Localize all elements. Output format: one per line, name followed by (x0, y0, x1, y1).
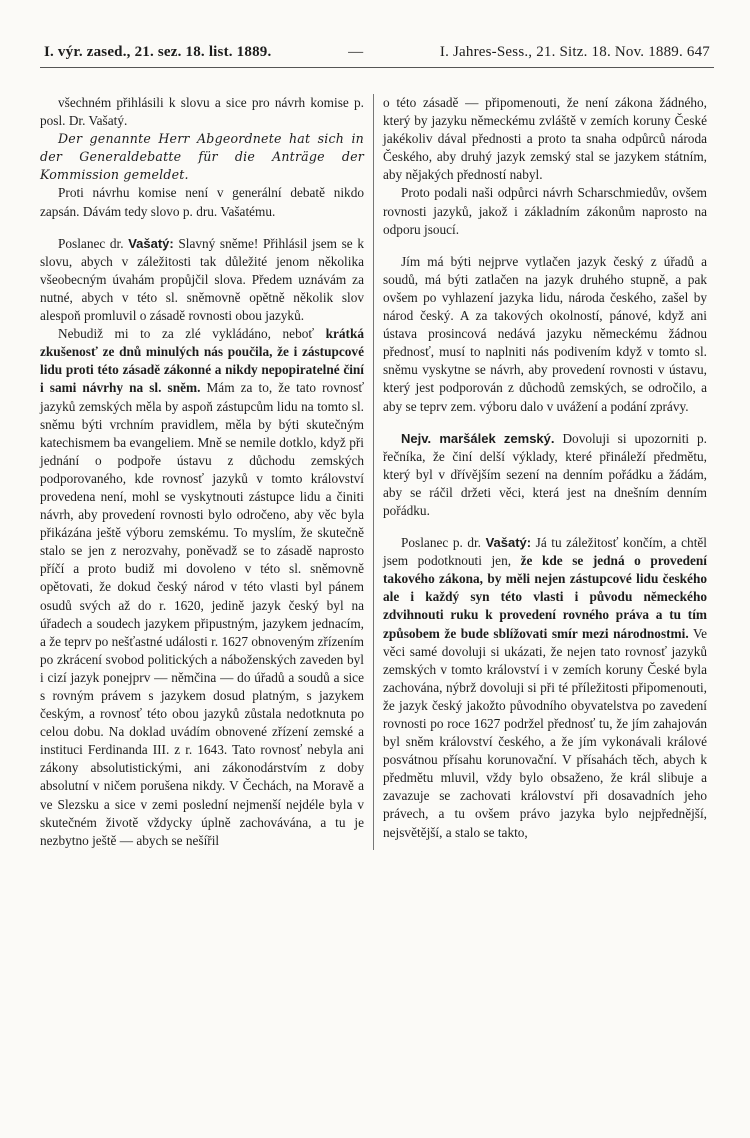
running-header (40, 44, 714, 68)
text-run: Poslanec p. dr. (401, 535, 486, 551)
text-columns (40, 94, 714, 850)
text-run: všechném přihlásili k slovu a sice pro návrh komise p. posl. Dr. Vašatý. (40, 95, 364, 129)
text-run: Slavný sněme! Přihlásil jsem se k slovu, abych v záležitosti tak důležité jenom několika všeobecným úvahám propůjčil slova. Předem uznávám za nutné, abych v této sl. sněmovně opětně několik slov alespoň promluvil o zásadě rovnosti obou jazyků. (40, 235, 364, 324)
text-run: Jím má býti nejprve vytlačen jazyk český z úřadů a soudů, má býti zatlačen na jazyk druhého stupně, a pak ovšem po vyhlazení jazyka lidu, národa českého, zašel by národ český. A za takových okolností, pánové, když ani ústava prosincová nedává jazyku německému žádnou přednosť, musí to naplniti nás podivením když v tomto sl. sněmu vyskytne se návrh, aby provedení rovnosti v ústavu, který jest podporován z důchodů zemských, se odročilo, a aby se teprv zem. výboru dalo v uvážení a podání zprávy. (383, 253, 707, 414)
text-run: Ve věci samé dovoluji si ukázati, že nejen tato rovnosť jazyků zemských v tomto království i v zemích koruny České byla zachována, nýbrž dovoluji si při té příležitosti připomenouti, že jazyk český jakožto původního obyvatelstva po zavedení rovnosti po roce 1627 podržel přednosť tu, že jím zahajován byl sněm království českého, a že jím vykonávali králové posvátnou přísahu korunovační. V přísahách těch, abych k předmětu mluvil, vždy bylo obsaženo, že král slibuje a zavazuje se zachovati království při dosavadních jeho právech, a tu ovšem právo jazyka bylo nejpřednější, nejsvětější, a stalo se takto, (383, 625, 707, 840)
text-run: Proti návrhu komise není v generální debatě nikdo zapsán. Dávám tedy slovo p. dru. Vašatému. (40, 185, 364, 219)
text-run: Dovoluji si upozorniti p. řečníka, že činí delší výklady, které přináleží předmětu, který byl v dřívějším sezení na denním pořádku a žádám, aby se ráčil držeti věci, která jest na dnešním denním pořádku. (383, 430, 707, 518)
right-column (374, 94, 707, 850)
text-run: Der genannte Herr Abgeordnete hat sich in der Generaldebatte für die Anträge der Kommission gemeldet. (40, 131, 364, 183)
speaker-name: Vašatý: (128, 235, 174, 251)
text-run: Mám za to, že tato rovnosť jazyků zemských měla by aspoň zástupcům lidu na tomto sl. sněmu býti vrchním pravidlem, měla by býti skutečným katechismem ba evangeliem. Mně se nemile dotklo, když při jednání o podpoře ústavu z důchodu zemských podporovaného, kde rovnosť jazyků v tomto království provedena není, mohl se vyskytnouti zástupce lidu a činiti návrh, aby provedení rovnosti bylo odročeno, aby věc byla přikázána ještě výboru zemskému. To myslím, že skutečně stalo se jen z nerozvahy, poněvadž se to zásadě naprosto příčí a proto budiž mi dovoleno v této sl. sněmovně opětovati, že dokud český národ v této vlasti byl pánem osudů svých až do r. 1620, jedině jazyk český byl na úřadech a soudech jazykem připustným, jazykem jednacím, a že teprv po nešťastné události r. 1627 obnoveným zřízením po zkrácení svobod politických a náboženských zaveden byl i cizí jazyk ponejprv — němčina — do úřadů a soudů a sice s rovným právem s jazykem dosud platným, s jazykem českým, a rovnosť této obou jazyků zůstala nedotknuta po celou dobu. Na doklad uvádím obnovené zřízení zemské a instituci Ferdinanda III. z r. 1643. Tato rovnosť nebyla ani zákony absolutistickými, ani zákonodárstvím z doby absolutní v ničem porušena nikdy. V Čechách, na Moravě a ve Slezsku a sice v zemi poslední nejmenší nejdéle byla v skutečném životě vždycky úplně zachovávána, a tu je nezbytno ještě — abych se nešířil (40, 380, 365, 848)
left-column (40, 94, 373, 850)
paragraph (383, 184, 707, 238)
paragraph (40, 184, 364, 220)
speaker-name: Nejv. maršálek zemský. (401, 430, 555, 446)
paragraph (383, 253, 707, 416)
emphasized-text: že kde se jedná o provedení takového zákona, by měli nejen zástupcové lidu českého ale i každý syn této vlasti i původu německého zdvihnouti ruku k provedení rovného práva a tu tím způsobem že bude sblížovati smír mezi národnostmi. (383, 553, 707, 641)
text-run: Poslanec dr. (58, 235, 129, 251)
text-run: Proto podali naši odpůrci návrh Scharschmiedův, ovšem rovnosti jazyků, jakož i základním zákonům naprosto na odporu jsoucí. (383, 185, 707, 237)
text-run: o této zásadě — připomenouti, že není zákona žádného, který by jazyku německému zvláště v zemích koruny České jakékoliv dával přednosti a proto ta snaha odpůrců národa Českého, aby druhý jazyk zemský stal se jazykem státním, aby nějakých předností nabyl. (383, 95, 707, 183)
paragraph (40, 94, 364, 130)
header-czech: I. výr. zased., 21. sez. 18. list. 1889. (44, 44, 272, 60)
header-german: I. Jahres-Sess., 21. Sitz. 18. Nov. 1889. 647 (439, 44, 710, 60)
header-dash: — (348, 44, 364, 60)
paragraph (40, 130, 364, 184)
speaker-name: Vašatý: (485, 535, 532, 551)
paragraph (383, 534, 707, 842)
paragraph (383, 94, 707, 184)
paragraph (40, 235, 364, 325)
emphasized-text: krátká zkušenosť ze dnů minulých nás poučila, že i zástupcové lidu proti této zásadě zákonné a nikdy nepopiratelné činí i sami návrhy na sl. sněm. (40, 326, 364, 396)
text-run: Nebudiž mi to za zlé vykládáno, neboť (58, 326, 326, 342)
paragraph (40, 325, 364, 850)
text-run: Já tu záležitosť končím, a chtěl jsem podotknouti jen, (383, 535, 707, 569)
paragraph (383, 430, 707, 520)
